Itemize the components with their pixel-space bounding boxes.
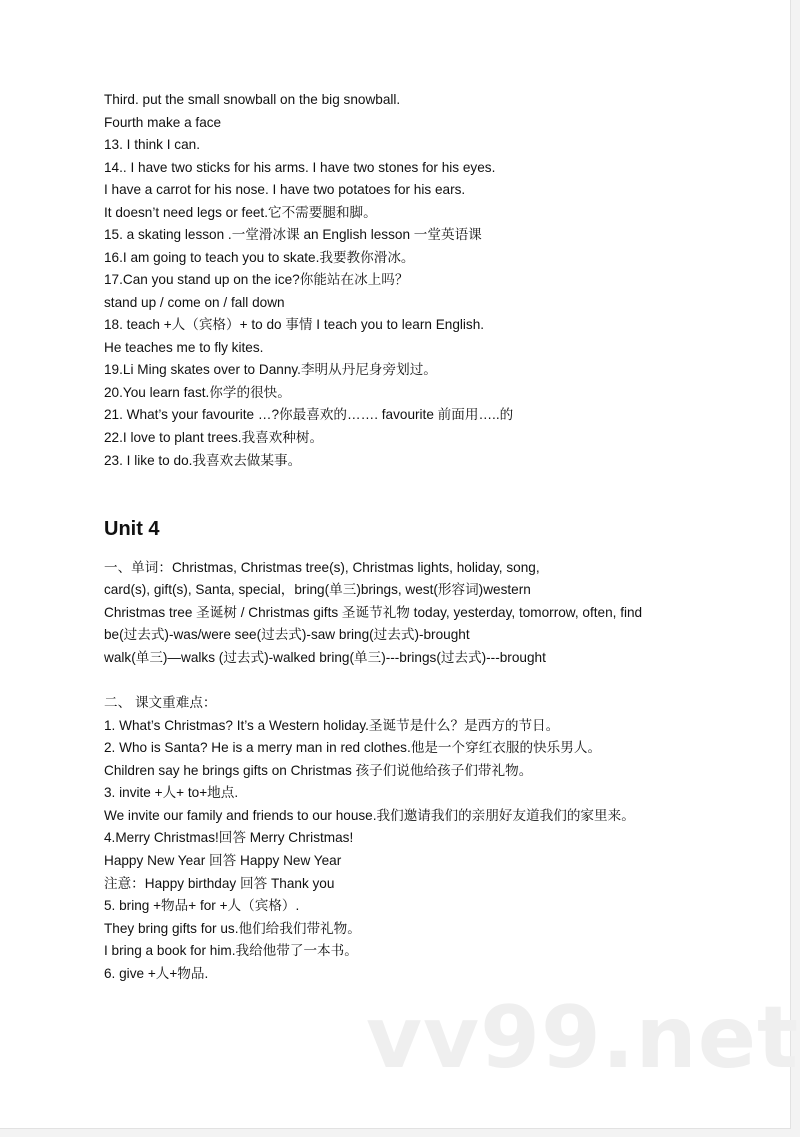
text-line: He teaches me to fly kites. (104, 340, 264, 355)
unit-heading: Unit 4 (104, 518, 160, 540)
text-line: 19.Li Ming skates over to Danny.李明从丹尼身旁划过。 (104, 362, 437, 377)
text-line: card(s), gift(s), Santa, special，bring(单三)brings, west(形容词)western (104, 582, 531, 597)
text-line: 注意：Happy birthday 回答 Thank you (104, 876, 335, 891)
text-line: 5. bring +物品+ for +人（宾格）. (104, 898, 300, 913)
text-line: 22.I love to plant trees.我喜欢种树。 (104, 430, 324, 445)
text-line: We invite our family and friends to our house.我们邀请我们的亲朋好友道我们的家里来。 (104, 808, 635, 823)
text-line: They bring gifts for us.他们给我们带礼物。 (104, 921, 361, 936)
text-line: 一、单词：Christmas, Christmas tree(s), Christmas lights, holiday, song, (104, 560, 540, 575)
text-line: 20.You learn fast.你学的很快。 (104, 385, 291, 400)
text-line: 16.I am going to teach you to skate.我要教你滑冰。 (104, 250, 415, 265)
text-line: stand up / come on / fall down (104, 295, 285, 310)
text-line: Third. put the small snowball on the big snowball. (104, 92, 401, 107)
text-line: 17.Can you stand up on the ice?你能站在冰上吗？ (104, 272, 409, 287)
text-line: 15. a skating lesson .一堂滑冰课 an English lesson 一堂英语课 (104, 227, 482, 242)
text-line: 18. teach +人（宾格）+ to do 事情 I teach you to learn English. (104, 317, 485, 332)
text-line: Children say he brings gifts on Christmas 孩子们说他给孩子们带礼物。 (104, 763, 533, 778)
text-line: 2. Who is Santa? He is a merry man in red clothes.他是一个穿红衣服的快乐男人。 (104, 740, 602, 755)
text-line: 21. What’s your favourite …?你最喜欢的……. favourite 前面用…..的 (104, 407, 514, 422)
text-line: walk(单三)—walks (过去式)-walked bring(单三)---brings(过去式)---brought (104, 650, 546, 665)
text-line: 14.. I have two sticks for his arms. I have two stones for his eyes. (104, 160, 496, 175)
text-line: It doesn’t need legs or feet.它不需要腿和脚。 (104, 205, 377, 220)
text-line: 1. What’s Christmas? It’s a Western holiday.圣诞节是什么？是西方的节日。 (104, 718, 560, 733)
text-line: 6. give +人+物品. (104, 966, 209, 981)
text-line: 4.Merry Christmas!回答 Merry Christmas! (104, 830, 354, 845)
text-line: be(过去式)-was/were see(过去式)-saw bring(过去式)-brought (104, 627, 470, 642)
text-line: Christmas tree 圣诞树 / Christmas gifts 圣诞节礼物 today, yesterday, tomorrow, often, find (104, 605, 643, 620)
text-line: 二、 课文重难点： (104, 695, 217, 710)
text-line: 3. invite +人+ to+地点. (104, 785, 239, 800)
text-line: 13. I think I can. (104, 137, 200, 152)
text-line: I have a carrot for his nose. I have two potatoes for his ears. (104, 182, 466, 197)
text-line: Happy New Year 回答 Happy New Year (104, 853, 342, 868)
text-line: I bring a book for him.我给他带了一本书。 (104, 943, 358, 958)
watermark: vv99.net (366, 988, 800, 1088)
text-line: Fourth make a face (104, 115, 222, 130)
text-line: 23. I like to do.我喜欢去做某事。 (104, 453, 302, 468)
